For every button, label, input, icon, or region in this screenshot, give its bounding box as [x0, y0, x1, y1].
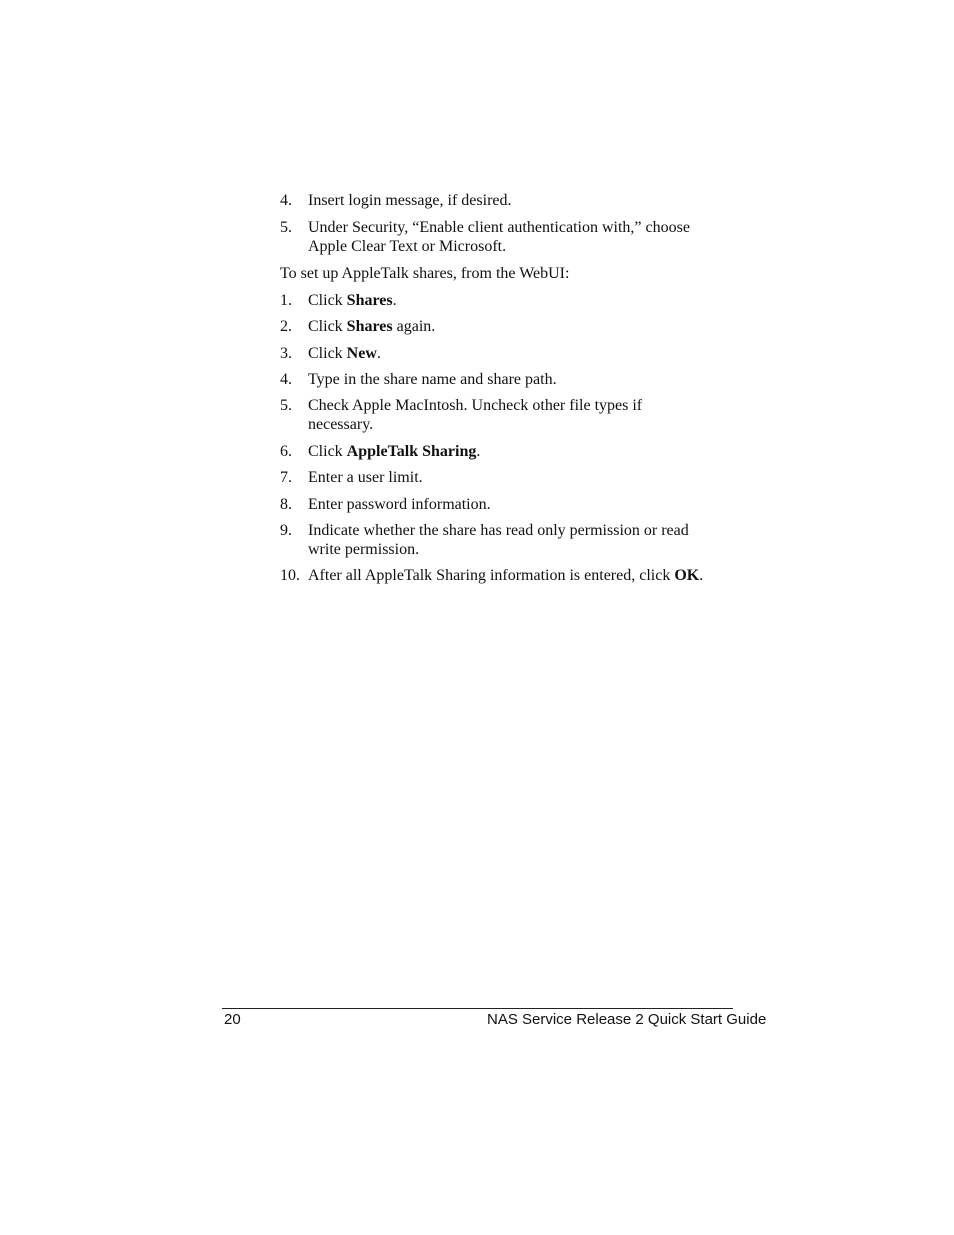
ui-term: New	[346, 345, 377, 362]
footer-divider	[222, 1008, 733, 1009]
ui-term: Shares	[346, 318, 393, 335]
step-suffix: again.	[392, 318, 436, 335]
ui-term: OK	[674, 567, 700, 584]
list-number: 5.	[280, 219, 292, 236]
step-number: 2.	[280, 318, 292, 335]
step-user-limit	[280, 468, 735, 487]
step-number: 9.	[280, 522, 292, 539]
guide-title: NAS Service Release 2 Quick Start Guide	[487, 1011, 767, 1028]
step-text-line: write permission.	[308, 541, 420, 558]
step-suffix: .	[376, 345, 381, 362]
step-permission	[280, 521, 735, 559]
step-text: Enter a user limit.	[308, 469, 423, 486]
step-number: 3.	[280, 345, 292, 362]
list-item-login-message	[280, 191, 735, 210]
step-prefix: Click	[308, 443, 347, 460]
step-prefix: After all AppleTalk Sharing information is entered, click	[308, 567, 675, 584]
ui-term: AppleTalk Sharing	[346, 443, 477, 460]
step-click-shares-again	[280, 317, 735, 336]
step-appletalk-sharing	[280, 442, 735, 461]
step-click-ok	[280, 566, 735, 585]
step-number: 6.	[280, 443, 292, 460]
step-text-line: Check Apple MacIntosh. Uncheck other file types if	[308, 397, 643, 414]
step-check-macintosh	[280, 396, 735, 434]
step-text: Type in the share name and share path.	[308, 371, 557, 388]
step-text	[308, 566, 735, 585]
appletalk-intro: To set up AppleTalk shares, from the WebUI:	[280, 265, 570, 282]
step-suffix: .	[699, 567, 704, 584]
ui-term: Shares	[346, 292, 393, 309]
step-text	[308, 317, 735, 336]
step-text-line: necessary.	[308, 416, 374, 433]
step-number: 10.	[280, 567, 300, 584]
step-text	[308, 344, 735, 363]
step-number: 4.	[280, 371, 292, 388]
list-text-line: Under Security, “Enable client authentication with,” choose	[308, 219, 690, 236]
step-prefix: Click	[308, 318, 347, 335]
page-number: 20	[224, 1011, 241, 1028]
step-number: 1.	[280, 292, 292, 309]
step-text-line: Indicate whether the share has read only permission or read	[308, 522, 689, 539]
step-suffix: .	[392, 292, 397, 309]
step-suffix: .	[476, 443, 481, 460]
list-text: Insert login message, if desired.	[308, 192, 512, 209]
step-click-new	[280, 344, 735, 363]
step-click-shares	[280, 291, 735, 310]
step-text: Enter password information.	[308, 496, 491, 513]
step-prefix: Click	[308, 345, 347, 362]
step-number: 5.	[280, 397, 292, 414]
step-text	[308, 291, 735, 310]
step-prefix: Click	[308, 292, 347, 309]
list-text-line: Apple Clear Text or Microsoft.	[308, 238, 507, 255]
step-number: 7.	[280, 469, 292, 486]
list-item-security	[280, 218, 735, 256]
list-number: 4.	[280, 192, 292, 209]
step-share-path	[280, 370, 735, 389]
step-password	[280, 495, 735, 514]
step-number: 8.	[280, 496, 292, 513]
instruction-content	[280, 191, 735, 585]
step-text	[308, 442, 735, 461]
